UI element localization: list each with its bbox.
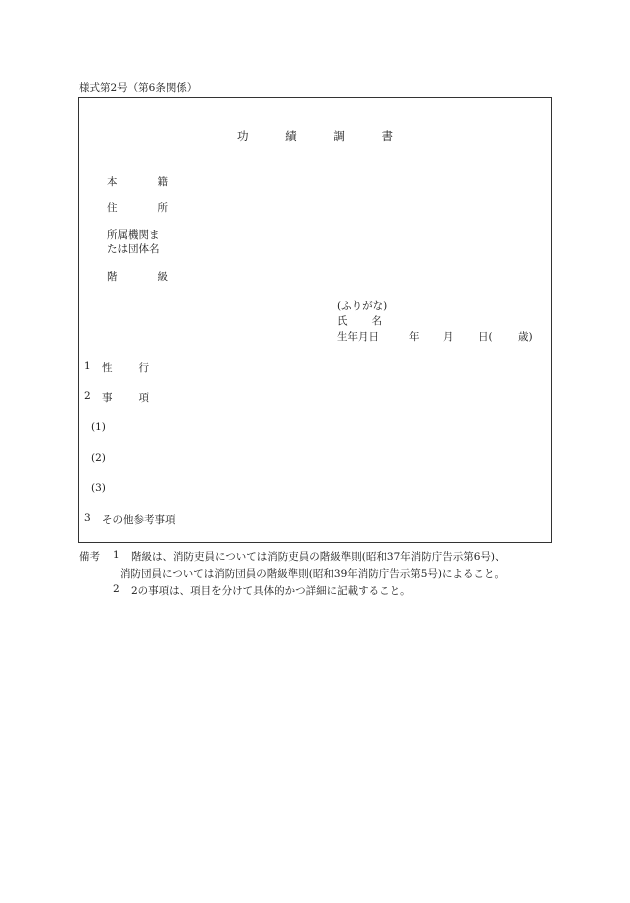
age-label: 歳) — [518, 331, 533, 343]
note-1-line1: 階級は、消防吏員については消防吏員の階級準則(昭和37年消防庁告示第6号)、 — [131, 551, 506, 563]
jusho-label: 住 所 — [107, 202, 168, 214]
section-2-number: 2 — [84, 390, 91, 402]
birth-year-label: 年 — [409, 331, 420, 343]
form-title — [237, 128, 393, 144]
note-1-number: 1 — [113, 549, 120, 561]
section-2-label: 事 項 — [102, 392, 149, 404]
form-number: 様式第2号（第6条関係） — [79, 82, 198, 94]
title-char: 書 — [381, 129, 393, 143]
item-3: (3) — [91, 482, 106, 494]
birthdate-label: 生年月日 — [337, 331, 379, 343]
title-char: 績 — [285, 129, 297, 143]
furigana-label: (ふりがな) — [337, 300, 388, 312]
title-char: 功 — [237, 129, 249, 143]
section-3-label: その他参考事項 — [102, 514, 176, 526]
birth-month-label: 月 — [443, 331, 454, 343]
note-2-number: 2 — [113, 583, 120, 595]
item-1: (1) — [91, 421, 106, 433]
section-1-number: 1 — [84, 360, 91, 372]
note-2-text: 2の事項は、項目を分けて具体的かつ詳細に記載すること。 — [131, 585, 411, 597]
birth-day-label: 日( — [478, 331, 493, 343]
kaikyu-label: 階 級 — [107, 271, 168, 283]
note-1-line2: 消防団員については消防団員の階級準則(昭和39年消防庁告示第5号)によること。 — [120, 568, 506, 580]
name-label: 氏 名 — [337, 315, 382, 327]
honseki-label: 本 籍 — [107, 176, 168, 188]
form-frame — [78, 97, 552, 543]
title-char: 調 — [333, 129, 345, 143]
affiliation-label-line1: 所属機関ま — [107, 229, 160, 241]
notes-label: 備考 — [79, 551, 100, 563]
item-2: (2) — [91, 452, 106, 464]
section-1-label: 性 行 — [102, 362, 149, 374]
affiliation-label-line2: たは団体名 — [107, 243, 160, 255]
section-3-number: 3 — [84, 512, 91, 524]
